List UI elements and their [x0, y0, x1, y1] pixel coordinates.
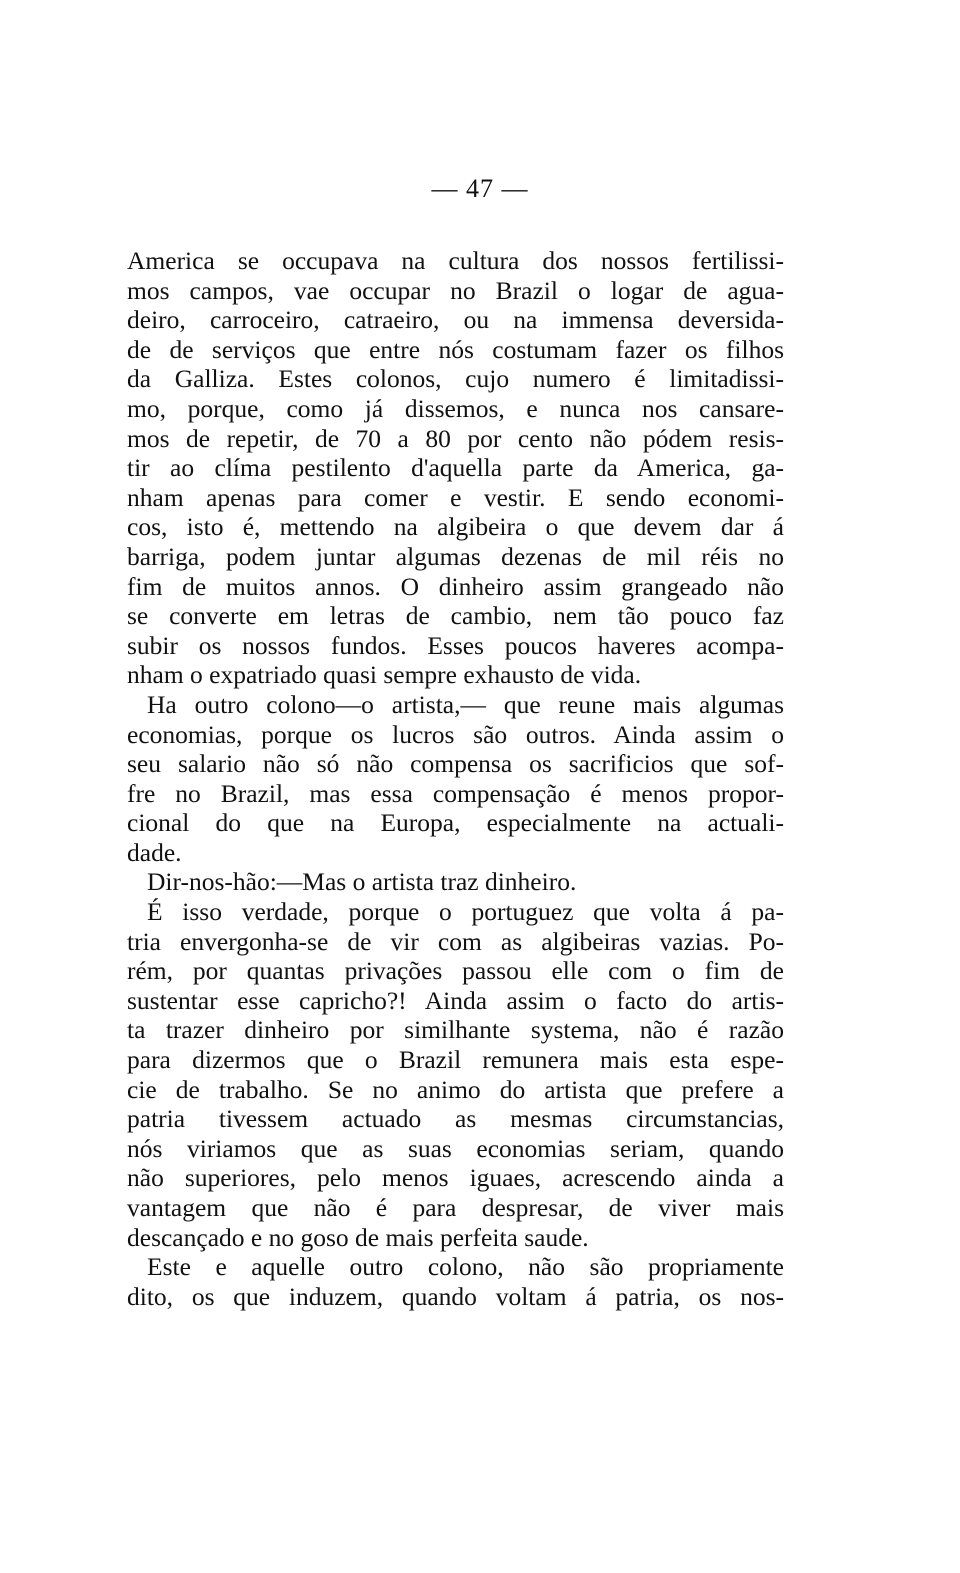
text-line: ta trazer dinheiro por similhante systema, não é razão	[127, 1015, 784, 1045]
text-line: subir os nossos fundos. Esses poucos haveres acompa-	[127, 630, 784, 660]
page-number: — 47 —	[431, 174, 529, 203]
text-line: nós viriamos que as suas economias seriam, quando	[127, 1133, 784, 1163]
text-line: É isso verdade, porque o portuguez que volta á pa-	[147, 897, 784, 927]
text-line: tria envergonha-se de vir com as algibeiras vazias. Po-	[127, 926, 784, 956]
body-text	[127, 246, 784, 1311]
text-line: America se occupava na cultura dos nossos fertilissi-	[127, 246, 784, 275]
text-line: mo, porque, como já dissemos, e nunca nos cansare-	[127, 393, 784, 423]
text-line: tir ao clíma pestilento d'aquella parte da America, ga-	[127, 453, 784, 483]
text-line: mos de repetir, de 70 a 80 por cento não pódem resis-	[127, 423, 784, 453]
text-line: vantagem que não é para despresar, de viver mais	[127, 1193, 784, 1222]
text-line: mos campos, vae occupar no Brazil o logar de agua-	[127, 275, 784, 305]
paragraph	[127, 690, 784, 868]
text-line: para dizermos que o Brazil remunera mais esta espe-	[127, 1045, 784, 1075]
text-line: dade.	[127, 837, 182, 867]
text-line: descançado e no goso de mais perfeita saude.	[127, 1222, 589, 1252]
text-line: nham apenas para comer e vestir. E sendo economi-	[127, 482, 784, 512]
text-line: Ha outro colono—o artista,— que reune mais algumas	[147, 689, 784, 719]
text-line: sustentar esse capricho?! Ainda assim o facto do artis-	[127, 985, 784, 1015]
text-line: dito, os que induzem, quando voltam á patria, os nos-	[127, 1281, 784, 1311]
paragraph	[127, 1252, 784, 1311]
paragraph	[127, 867, 784, 897]
text-line: Este e aquelle outro colono, não são propriamente	[147, 1252, 784, 1282]
text-line: rém, por quantas privações passou elle com o fim de	[127, 956, 784, 986]
text-line: patria tivessem actuado as mesmas circumstancias,	[127, 1104, 784, 1134]
text-line: Dir-nos-hão:—Mas o artista traz dinheiro.	[147, 867, 577, 897]
text-line: fim de muitos annos. O dinheiro assim grangeado não	[127, 571, 784, 601]
text-line: cos, isto é, mettendo na algibeira o que devem dar á	[127, 512, 784, 542]
text-line: de de serviços que entre nós costumam fazer os filhos	[127, 334, 784, 364]
text-line: cie de trabalho. Se no animo do artista que prefere a	[127, 1074, 784, 1104]
paragraph	[127, 897, 784, 1252]
text-line: deiro, carroceiro, catraeiro, ou na immensa deversida-	[127, 305, 784, 335]
text-line: da Galliza. Estes colonos, cujo numero é limitadissi-	[127, 364, 784, 394]
text-line: nham o expatriado quasi sempre exhausto de vida.	[127, 660, 642, 690]
text-line: não superiores, pelo menos iguaes, acrescendo ainda a	[127, 1163, 784, 1193]
text-line: cional do que na Europa, especialmente na actuali-	[127, 808, 784, 838]
text-line: seu salario não só não compensa os sacrificios que sof-	[127, 749, 784, 779]
text-line: se converte em letras de cambio, nem tão pouco faz	[127, 601, 784, 631]
text-line: barriga, podem juntar algumas dezenas de mil réis no	[127, 541, 784, 571]
text-line: fre no Brazil, mas essa compensação é menos propor-	[127, 778, 784, 808]
text-line: economias, porque os lucros são outros. Ainda assim o	[127, 719, 784, 749]
paragraph	[127, 246, 784, 690]
